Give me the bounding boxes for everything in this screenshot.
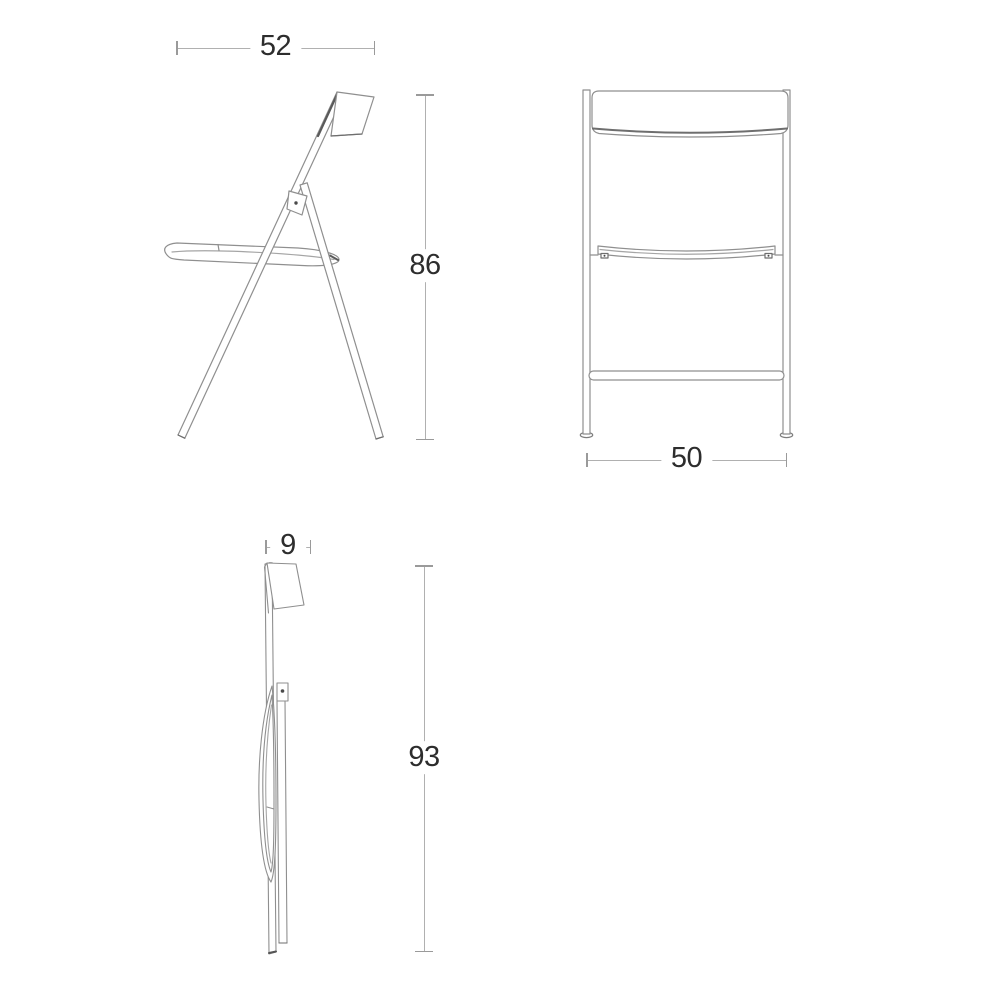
dimension-tick	[265, 540, 267, 554]
front-view	[575, 85, 800, 445]
dimension-tick	[586, 453, 588, 467]
dimension-tick	[176, 41, 178, 55]
folded-hinge	[277, 683, 288, 701]
dimension-tick	[416, 439, 434, 441]
side-view-open	[150, 78, 400, 448]
front-view-seat-edge	[590, 246, 783, 259]
side-view-seat	[165, 243, 339, 266]
dimension-tick	[310, 540, 312, 554]
dimension-tick	[374, 41, 376, 55]
dimension-front-width	[586, 442, 787, 475]
front-view-right-leg	[783, 90, 790, 434]
folded-seat	[259, 686, 276, 882]
dimension-label-side-width: 52	[250, 30, 301, 63]
dimension-tick	[416, 94, 434, 96]
dimension-tick	[415, 951, 433, 953]
front-view-left-leg	[583, 90, 590, 434]
side-view-front-leg	[300, 183, 383, 439]
dimension-folded-height	[408, 565, 440, 952]
dimension-side-height	[409, 94, 441, 440]
dimension-tick	[786, 453, 788, 467]
dimension-label-front-width: 50	[661, 442, 712, 475]
folded-front-leg	[277, 700, 287, 943]
front-view-feet	[580, 432, 792, 437]
dimension-label-folded-height: 93	[398, 741, 449, 774]
side-view-backrest	[331, 92, 374, 136]
dimension-side-width	[176, 30, 375, 63]
dimension-folded-depth	[265, 529, 311, 562]
dimension-tick	[415, 565, 433, 567]
front-view-backrest	[592, 91, 788, 137]
dimension-label-side-height: 86	[399, 249, 450, 282]
dimension-label-folded-depth: 9	[270, 529, 306, 562]
side-view-folded	[255, 555, 325, 960]
front-view-crossbar	[589, 371, 784, 380]
